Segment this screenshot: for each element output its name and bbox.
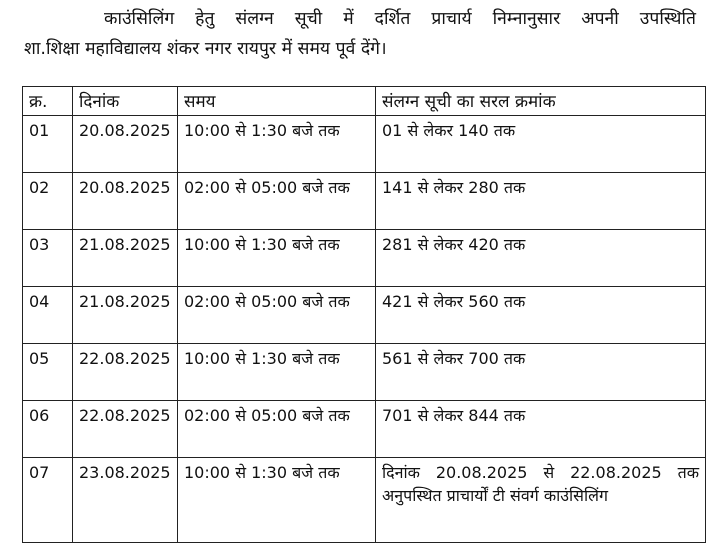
cell-list-serial-range: 701 से लेकर 844 तक bbox=[376, 401, 706, 458]
header-list-serial-range: संलग्न सूची का सरल क्रमांक bbox=[376, 87, 706, 116]
cell-list-serial-range: 01 से लेकर 140 तक bbox=[376, 116, 706, 173]
cell-list-serial-range: 141 से लेकर 280 तक bbox=[376, 173, 706, 230]
table-row bbox=[23, 401, 706, 458]
cell-serial-number: 01 bbox=[23, 116, 73, 173]
cell-time: 10:00 से 1:30 बजे तक bbox=[178, 230, 376, 287]
absent-principals-note: दिनांक 20.08.2025 से 22.08.2025 तक अनुपस्थित प्राचार्यों टी संवर्ग काउंसिलिंग bbox=[382, 463, 699, 505]
cell-list-serial-range: 281 से लेकर 420 तक bbox=[376, 230, 706, 287]
table-row bbox=[23, 116, 706, 173]
counselling-schedule-table bbox=[22, 86, 706, 543]
cell-date: 20.08.2025 bbox=[73, 116, 178, 173]
table-row bbox=[23, 230, 706, 287]
cell-serial-number: 05 bbox=[23, 344, 73, 401]
table-row bbox=[23, 287, 706, 344]
intro-line-2: शा.शिक्षा महाविद्यालय शंकर नगर रायपुर में समय पूर्व देंगे। bbox=[24, 39, 387, 59]
cell-time: 10:00 से 1:30 बजे तक bbox=[178, 458, 376, 543]
intro-paragraph bbox=[24, 4, 696, 64]
cell-time: 02:00 से 05:00 बजे तक bbox=[178, 287, 376, 344]
cell-date: 22.08.2025 bbox=[73, 401, 178, 458]
table-row bbox=[23, 173, 706, 230]
cell-date: 22.08.2025 bbox=[73, 344, 178, 401]
cell-date: 23.08.2025 bbox=[73, 458, 178, 543]
intro-line-1: काउंसिलिंग हेतु संलग्न सूची में दर्शित प्राचार्य निम्नानुसार अपनी उपस्थिति bbox=[104, 9, 697, 29]
cell-serial-number: 03 bbox=[23, 230, 73, 287]
cell-date: 21.08.2025 bbox=[73, 230, 178, 287]
cell-date: 20.08.2025 bbox=[73, 173, 178, 230]
cell-list-serial-range: 561 से लेकर 700 तक bbox=[376, 344, 706, 401]
header-date: दिनांक bbox=[73, 87, 178, 116]
table-row bbox=[23, 344, 706, 401]
header-time: समय bbox=[178, 87, 376, 116]
cell-serial-number: 02 bbox=[23, 173, 73, 230]
cell-list-serial-range: 421 से लेकर 560 तक bbox=[376, 287, 706, 344]
header-serial-number: क्र. bbox=[23, 87, 73, 116]
cell-time: 10:00 से 1:30 बजे तक bbox=[178, 344, 376, 401]
cell-serial-number: 04 bbox=[23, 287, 73, 344]
cell-serial-number: 07 bbox=[23, 458, 73, 543]
table-header-row bbox=[23, 87, 706, 116]
cell-time: 02:00 से 05:00 बजे तक bbox=[178, 173, 376, 230]
cell-time: 10:00 से 1:30 बजे तक bbox=[178, 116, 376, 173]
cell-date: 21.08.2025 bbox=[73, 287, 178, 344]
cell-serial-number: 06 bbox=[23, 401, 73, 458]
cell-time: 02:00 से 05:00 बजे तक bbox=[178, 401, 376, 458]
